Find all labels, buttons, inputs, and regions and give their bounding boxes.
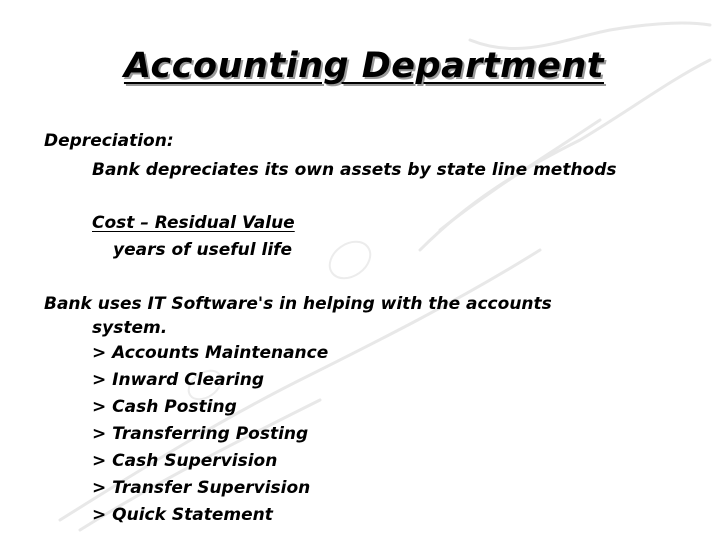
software-item-label: Transfer Supervision	[112, 478, 311, 498]
bullet-marker: >	[92, 424, 107, 444]
software-item	[92, 478, 310, 498]
software-intro-line2: system.	[92, 318, 168, 338]
depreciation-heading: Depreciation:	[44, 131, 174, 151]
bullet-marker: >	[92, 478, 107, 498]
depreciation-text: Bank depreciates its own assets by state line methods	[92, 160, 617, 180]
slide-title: Accounting Department	[123, 46, 605, 86]
software-item	[92, 424, 308, 444]
software-item	[92, 370, 264, 390]
bullet-marker: >	[92, 397, 107, 417]
bullet-marker: >	[92, 343, 107, 363]
software-item	[92, 397, 237, 417]
software-item-label: Cash Supervision	[112, 451, 278, 471]
formula-numerator: Cost – Residual Value	[92, 213, 295, 233]
software-item-label: Quick Statement	[112, 505, 273, 525]
software-item	[92, 451, 277, 471]
software-item	[92, 343, 328, 363]
bullet-marker: >	[92, 451, 107, 471]
bullet-marker: >	[92, 505, 107, 525]
software-item-label: Transferring Posting	[112, 424, 309, 444]
software-item	[92, 505, 273, 525]
software-item-label: Cash Posting	[112, 397, 237, 417]
bullet-marker: >	[92, 370, 107, 390]
software-item-label: Inward Clearing	[112, 370, 265, 390]
software-intro-line1: Bank uses IT Software's in helping with the accounts	[44, 294, 552, 314]
software-item-label: Accounts Maintenance	[112, 343, 329, 363]
formula-denominator: years of useful life	[113, 240, 293, 260]
